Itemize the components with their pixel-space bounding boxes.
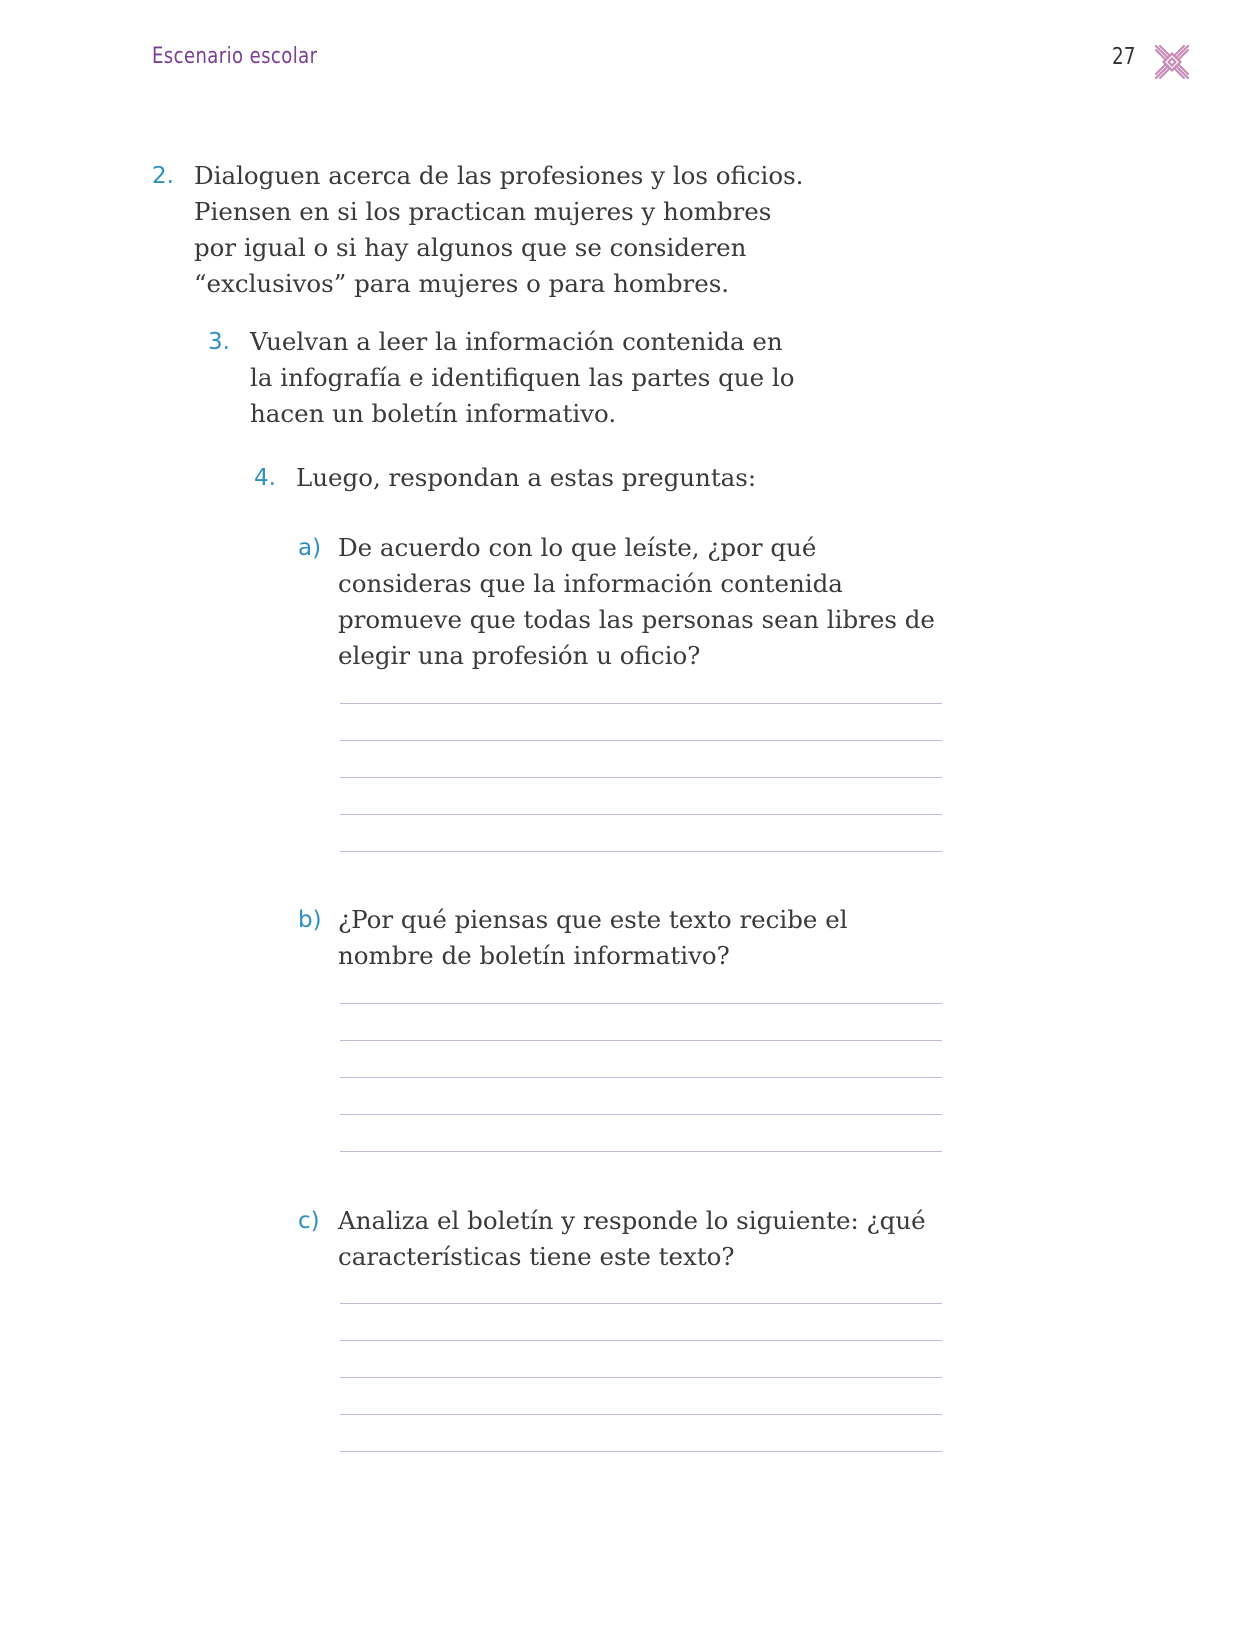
instruction-item bbox=[254, 460, 954, 500]
answer-line[interactable] bbox=[340, 777, 942, 778]
section-title: Escenario escolar bbox=[152, 44, 318, 69]
question-letter: a) bbox=[298, 535, 322, 561]
item-number: 3. bbox=[208, 329, 230, 355]
answer-line[interactable] bbox=[340, 1414, 942, 1415]
answer-line[interactable] bbox=[340, 1077, 942, 1078]
answer-lines-a[interactable] bbox=[340, 703, 942, 888]
instruction-item bbox=[152, 158, 952, 308]
answer-line[interactable] bbox=[340, 1377, 942, 1378]
instruction-item bbox=[208, 324, 968, 436]
answer-line[interactable] bbox=[340, 1340, 942, 1341]
item-number: 2. bbox=[152, 163, 174, 189]
question-letter: c) bbox=[298, 1208, 320, 1234]
answer-line[interactable] bbox=[340, 1040, 942, 1041]
question-text: ¿Por qué piensas que este texto recibe el nombre de boletín informativo? bbox=[338, 905, 848, 970]
answer-line[interactable] bbox=[340, 814, 942, 815]
answer-line[interactable] bbox=[340, 1003, 942, 1004]
answer-line[interactable] bbox=[340, 1151, 942, 1152]
answer-line[interactable] bbox=[340, 1114, 942, 1115]
answer-line[interactable] bbox=[340, 1303, 942, 1304]
question-b bbox=[298, 902, 958, 978]
answer-lines-b[interactable] bbox=[340, 1003, 942, 1188]
answer-line[interactable] bbox=[340, 740, 942, 741]
question-text: De acuerdo con lo que leíste, ¿por qué consideras que la información contenida promueve que todas las personas sean libres de elegir una profesión u oficio? bbox=[338, 533, 935, 670]
question-letter: b) bbox=[298, 907, 322, 933]
answer-line[interactable] bbox=[340, 703, 942, 704]
question-a bbox=[298, 530, 958, 680]
item-text: Vuelvan a leer la información contenida en la infografía e identifiquen las partes que lo hacen un boletín informativo. bbox=[250, 327, 795, 428]
item-text: Luego, respondan a estas preguntas: bbox=[296, 463, 757, 492]
answer-line[interactable] bbox=[340, 851, 942, 852]
page-number: 27 bbox=[1112, 44, 1136, 70]
item-text: Dialoguen acerca de las profesiones y los oficios. Piensen en si los practican mujeres y hombres por igual o si hay algunos que se consideren “exclusivos” para mujeres o para hombres. bbox=[194, 161, 804, 298]
item-number: 4. bbox=[254, 465, 276, 491]
woven-star-icon bbox=[1152, 42, 1192, 82]
answer-lines-c[interactable] bbox=[340, 1303, 942, 1488]
answer-line[interactable] bbox=[340, 1451, 942, 1452]
question-c bbox=[298, 1203, 958, 1279]
question-text: Analiza el boletín y responde lo siguiente: ¿qué características tiene este texto? bbox=[338, 1206, 926, 1271]
